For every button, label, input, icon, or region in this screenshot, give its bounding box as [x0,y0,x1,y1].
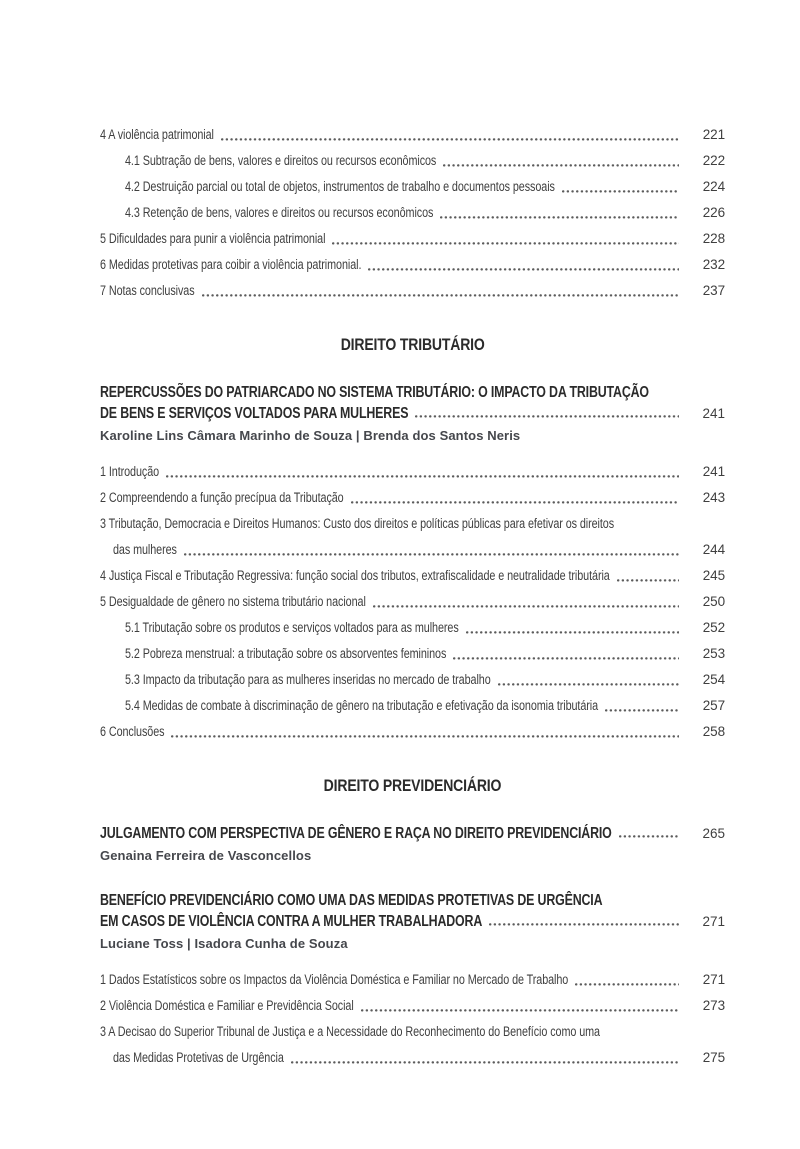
page-number: 244 [702,542,725,557]
page-number: 258 [702,724,725,739]
page-number: 232 [702,257,725,272]
chapter-authors: Genaina Ferreira de Vasconcellos [100,848,312,863]
dot-leader [562,190,679,193]
toc-entry [100,993,725,1019]
page-number: 275 [702,1050,725,1065]
page-number: 237 [702,283,725,298]
chapter-title [100,911,725,932]
chapter-title [100,890,725,911]
toc-entry [100,200,725,226]
toc-entry-label: 5.3 Impacto da tributação para as mulheres inseridas no mercado de trabalho [125,672,491,687]
toc-entry-label: 3 A Decisao do Superior Tribunal de Justiça e a Necessidade do Reconhecimento do Benefício como uma [100,1024,600,1039]
section-heading: DIREITO TRIBUTÁRIO [340,336,485,354]
page-number: 257 [702,698,725,713]
page-number: 241 [702,406,725,421]
toc-entry [100,537,725,563]
page-number: 250 [702,594,725,609]
dot-leader [489,923,679,926]
page-number: 265 [702,826,725,841]
toc-entry [100,459,725,485]
toc-entry-label: 3 Tributação, Democracia e Direitos Humanos: Custo dos direitos e políticas públicas para efetivar os direitos [100,516,615,531]
chapter-title [100,823,725,844]
toc-entry-label: 1 Introdução [100,464,160,479]
toc-entry [100,1045,725,1071]
page-number: 224 [702,179,725,194]
toc-entry [100,1019,725,1045]
toc-entry [100,122,725,148]
toc-entry [100,589,725,615]
page-number: 254 [702,672,725,687]
page-number: 271 [702,914,725,929]
dot-leader [617,579,679,582]
dot-leader [184,553,679,556]
chapter-block [100,382,725,444]
dot-leader [171,735,679,738]
dot-leader [166,475,679,478]
toc-entry-label: JULGAMENTO COM PERSPECTIVA DE GÊNERO E RAÇA NO DIREITO PREVIDENCIÁRIO [100,825,612,842]
toc-entry [100,615,725,641]
page-number: 253 [702,646,725,661]
chapter-authors: Karoline Lins Câmara Marinho de Souza | Brenda dos Santos Neris [100,428,521,443]
chapter-title [100,403,725,424]
toc-entry [100,511,725,537]
dot-leader [291,1061,679,1064]
toc-entry [100,148,725,174]
toc-entry [100,252,725,278]
toc-entry [100,174,725,200]
dot-leader [361,1009,679,1012]
toc-entry [100,485,725,511]
dot-leader [332,242,679,245]
toc-entry-label: DE BENS E SERVIÇOS VOLTADOS PARA MULHERES [100,405,409,422]
toc-entry [100,967,725,993]
toc-entry-label: EM CASOS DE VIOLÊNCIA CONTRA A MULHER TRABALHADORA [100,913,483,930]
dot-leader [453,657,679,660]
toc-entry-label: das Medidas Protetivas de Urgência [113,1050,284,1065]
toc-entry-label: 7 Notas conclusivas [100,283,195,298]
chapter-block [100,823,725,864]
toc-entries-group [100,967,725,1071]
toc-entry-label: 5 Dificuldades para punir a violência patrimonial [100,231,326,246]
page-number: 245 [702,568,725,583]
dot-leader [440,216,679,219]
toc-entries-group [100,459,725,745]
toc-entry-label: 5.4 Medidas de combate à discriminação de gênero na tributação e efetivação da isonomia tributária [125,698,599,713]
page-number: 228 [702,231,725,246]
toc-entry-label: 5.1 Tributação sobre os produtos e serviços voltados para as mulheres [125,620,459,635]
toc-entry [100,641,725,667]
chapter-title [100,382,725,403]
dot-leader [443,164,679,167]
toc-entry-label: 5.2 Pobreza menstrual: a tributação sobre os absorventes femininos [125,646,447,661]
page-number: 243 [702,490,725,505]
toc-entry [100,278,725,304]
page-number: 221 [702,127,725,142]
dot-leader [575,983,679,986]
toc-entry-label: REPERCUSSÕES DO PATRIARCADO NO SISTEMA TRIBUTÁRIO: O IMPACTO DA TRIBUTAÇÃO [100,384,649,401]
toc-entry-label: 4.1 Subtração de bens, valores e direitos ou recursos econômicos [125,153,437,168]
toc-entry [100,693,725,719]
page-number: 273 [702,998,725,1013]
toc-entry-label: 1 Dados Estatísticos sobre os Impactos da Violência Doméstica e Familiar no Mercado de Trabalho [100,972,569,987]
toc-entry-label: 4 A violência patrimonial [100,127,214,142]
section-heading: DIREITO PREVIDENCIÁRIO [323,777,502,795]
toc-entry-label: 4.3 Retenção de bens, valores e direitos ou recursos econômicos [125,205,434,220]
toc-entry-label: 5 Desigualdade de gênero no sistema tributário nacional [100,594,366,609]
page-number: 226 [702,205,725,220]
dot-leader [368,268,679,271]
toc-entry [100,563,725,589]
dot-leader [466,631,679,634]
toc-entry-label: 6 Conclusões [100,724,165,739]
toc-entry-label: 2 Compreendendo a função precípua da Tributação [100,490,344,505]
toc-entry-label: 2 Violência Doméstica e Familiar e Previdência Social [100,998,354,1013]
dot-leader [221,138,679,141]
dot-leader [373,605,679,608]
toc-entry-label: BENEFÍCIO PREVIDENCIÁRIO COMO UMA DAS MEDIDAS PROTETIVAS DE URGÊNCIA [100,892,603,909]
toc-entry [100,719,725,745]
toc-entry-label: das mulheres [113,542,177,557]
toc-entries-group [100,122,725,304]
page-number: 222 [702,153,725,168]
toc-entry-label: 6 Medidas protetivas para coibir a violência patrimonial. [100,257,362,272]
page-number: 271 [702,972,725,987]
dot-leader [351,501,679,504]
dot-leader [202,294,679,297]
page-number: 252 [702,620,725,635]
dot-leader [415,415,679,418]
toc-entry [100,667,725,693]
toc-entry [100,226,725,252]
toc-entry-label: 4 Justiça Fiscal e Tributação Regressiva: função social dos tributos, extrafiscalidade e neutralidade tributária [100,568,610,583]
toc-content [100,122,725,1071]
dot-leader [605,709,679,712]
dot-leader [619,835,679,838]
chapter-block [100,890,725,952]
dot-leader [498,683,679,686]
toc-entry-label: 4.2 Destruição parcial ou total de objetos, instrumentos de trabalho e documentos pessoais [125,179,555,194]
page-number: 241 [702,464,725,479]
chapter-authors: Luciane Toss | Isadora Cunha de Souza [100,936,348,951]
